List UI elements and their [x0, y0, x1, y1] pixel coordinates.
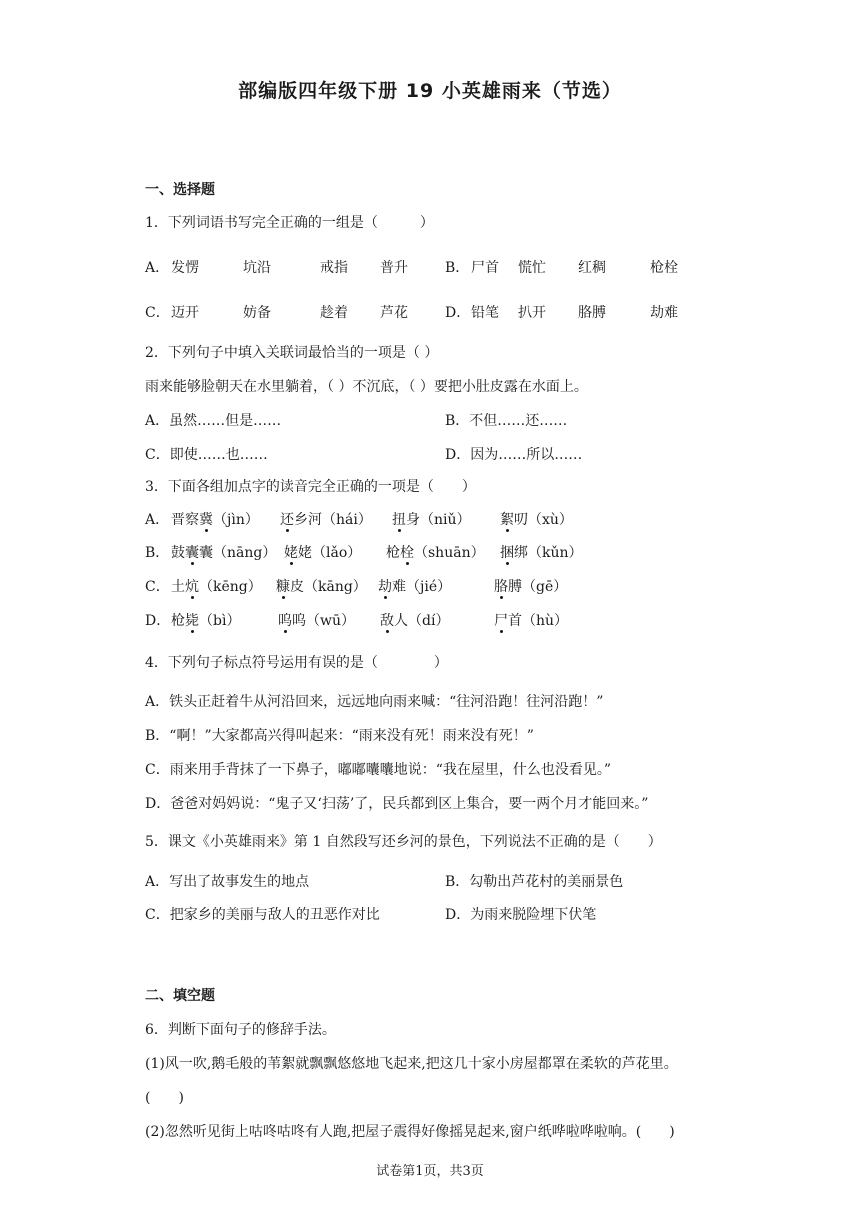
pinyin-item: 劫难（jié）: [378, 579, 452, 595]
dotted-char: 呜: [278, 613, 292, 629]
option-label: C．: [145, 305, 170, 321]
pinyin-item: 枪栓（shuān）: [386, 545, 485, 561]
dotted-char: 栓: [400, 545, 414, 561]
option-label: D．: [445, 305, 471, 321]
option-word: 尸首: [471, 260, 499, 276]
section-heading-fill: 二、填空题: [145, 988, 215, 1004]
option-word: 红稠: [578, 260, 606, 276]
page-title: 部编版四年级下册 19 小英雄雨来（节选）: [238, 80, 622, 102]
pinyin-item: 絮叨（xù）: [500, 512, 573, 528]
option-word: 迈开: [171, 305, 199, 321]
option-label: A．: [145, 260, 170, 276]
dotted-char: 糠: [276, 579, 290, 595]
option-word: 普升: [380, 260, 408, 276]
pinyin-item: 枪毙（bì）: [171, 613, 241, 629]
question-4-option-a: A．铁头正赶着牛从河沿回来，远远地向雨来喊：“往河沿跑！往河沿跑！”: [145, 694, 604, 710]
pinyin-item: 呜呜（wū）: [278, 613, 355, 629]
question-6-stem: 6．判断下面句子的修辞手法。: [145, 1022, 336, 1038]
pinyin-item: 晋察冀（jìn）: [171, 512, 259, 528]
option-label: D．: [145, 613, 171, 629]
dotted-char: 还: [280, 512, 294, 528]
pinyin-item: 胳膊（gē）: [494, 579, 568, 595]
option-word: 芦花: [380, 305, 408, 321]
question-2-option-a: A．虽然……但是……: [145, 413, 282, 429]
page-footer: 试卷第1页，共3页: [376, 1164, 484, 1179]
question-4-option-c: C．雨来用手背抹了一下鼻子，嘟嘟囔囔地说：“我在屋里，什么也没看见。”: [145, 762, 612, 778]
option-word: 劫难: [650, 305, 678, 321]
pinyin-item: 鼓囊囊（nāng）: [171, 545, 277, 561]
dotted-char: 姥: [284, 545, 298, 561]
question-5-option-d: D．为雨来脱险埋下伏笔: [445, 907, 597, 923]
option-word: 发愣: [171, 260, 199, 276]
option-label: A．: [145, 512, 170, 528]
dotted-char: 囊: [185, 545, 199, 561]
section-heading-choice: 一、选择题: [145, 182, 215, 198]
question-5-option-c: C．把家乡的美丽与敌人的丑恶作对比: [145, 907, 380, 923]
option-word: 戒指: [320, 260, 348, 276]
question-2-option-c: C．即使……也……: [145, 447, 268, 463]
dotted-char: 扭: [392, 512, 406, 528]
question-5-option-b: B．勾勒出芦花村的美丽景色: [445, 874, 624, 890]
dotted-char: 炕: [185, 579, 199, 595]
question-3-stem: 3．下面各组加点字的读音完全正确的一项是（ ）: [145, 479, 476, 495]
question-2-option-d: D．因为……所以……: [445, 447, 583, 463]
option-word: 坑沿: [243, 260, 271, 276]
option-word: 慌忙: [518, 260, 546, 276]
option-word: 胳膊: [578, 305, 606, 321]
question-4-option-b: B．“啊！”大家都高兴得叫起来：“雨来没有死！雨来没有死！”: [145, 728, 534, 744]
pinyin-item: 捆绑（kǔn）: [500, 545, 583, 561]
question-2-option-b: B．不但……还……: [445, 413, 568, 429]
option-label: C．: [145, 579, 170, 595]
option-label: B．: [445, 260, 470, 276]
question-6-sentence-1: (1)风一吹,鹅毛般的苇絮就飘飘悠悠地飞起来,把这几十家小房屋都罩在柔软的芦花里。: [145, 1056, 678, 1072]
option-word: 妨备: [243, 305, 271, 321]
option-word: 扒开: [518, 305, 546, 321]
option-label: B．: [145, 545, 170, 561]
option-word: 枪栓: [650, 260, 678, 276]
pinyin-item: 姥姥（lǎo）: [284, 545, 362, 561]
question-2-stem: 2．下列句子中填入关联词最恰当的一项是（ ）: [145, 345, 439, 361]
question-5-stem: 5．课文《小英雄雨来》第 1 自然段写还乡河的景色，下列说法不正确的是（ ）: [145, 834, 662, 850]
dotted-char: 劫: [378, 579, 392, 595]
dotted-char: 毙: [185, 613, 199, 629]
pinyin-item: 尸首（hù）: [494, 613, 569, 629]
dotted-char: 絮: [500, 512, 514, 528]
question-1-stem: 1．下列词语书写完全正确的一组是（ ）: [145, 215, 434, 231]
dotted-char: 胳: [494, 579, 508, 595]
dotted-char: 尸: [494, 613, 508, 629]
dotted-char: 敌: [380, 613, 394, 629]
question-5-option-a: A．写出了故事发生的地点: [145, 874, 310, 890]
option-word: 趁着: [320, 305, 348, 321]
dotted-char: 捆: [500, 545, 514, 561]
question-2-sentence: 雨来能够脸朝天在水里躺着，（ ）不沉底，（ ）要把小肚皮露在水面上。: [145, 379, 588, 395]
pinyin-item: 土炕（kēng）: [171, 579, 262, 595]
pinyin-item: 还乡河（hái）: [280, 512, 372, 528]
pinyin-item: 糠皮（kāng）: [276, 579, 367, 595]
answer-blank: ( ): [145, 1090, 184, 1106]
dotted-char: 冀: [199, 512, 213, 528]
pinyin-item: 扭身（niǔ）: [392, 512, 471, 528]
option-word: 铅笔: [471, 305, 499, 321]
question-4-option-d: D．爸爸对妈妈说：“鬼子又‘扫荡’了，民兵都到区上集合，要一两个月才能回来。”: [145, 796, 649, 812]
pinyin-item: 敌人（dí）: [380, 613, 450, 629]
question-6-sentence-2: (2)忽然听见街上咕咚咕咚有人跑,把屋子震得好像摇晃起来,窗户纸哗啦哗啦响。( ): [145, 1124, 675, 1140]
question-4-stem: 4．下列句子标点符号运用有误的是（ ）: [145, 655, 448, 671]
